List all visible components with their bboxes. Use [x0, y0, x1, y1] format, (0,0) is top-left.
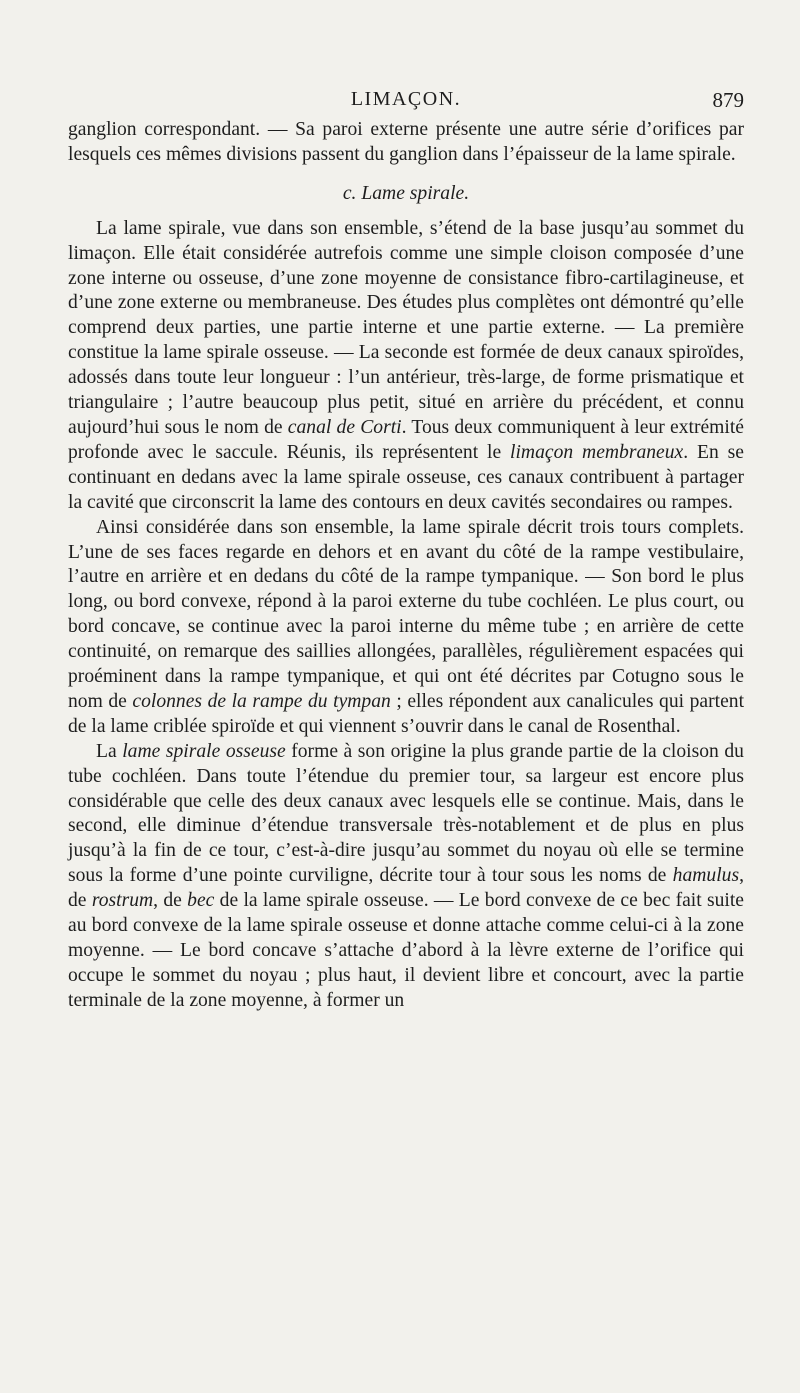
italic-term: rostrum — [91, 890, 154, 912]
paragraph-lame-spirale — [68, 217, 744, 516]
italic-term: bec — [187, 890, 215, 912]
text-run: Ainsi considérée dans son ensemble, la lame spirale décrit trois tours complets. L’une de ses faces regarde en dehors et en avant du côté de la rampe vestibulaire, l’autre en arrière et en dedans du côté de la rampe tympanique. — Son bord le plus long, ou bord convexe, répond à la paroi externe du tube cochléen. Le plus court, ou bord concave, se continue avec la paroi interne du même tube ; en arrière de cette continuité, on remarque des saillies allongées, parallèles, régulièrement espacées qui proéminent dans la rampe tympanique, et qui ont été décrites par Cotugno sous le nom de — [68, 516, 744, 712]
body-text — [68, 118, 744, 1014]
page-number: 879 — [712, 88, 744, 112]
italic-term: canal de Corti — [287, 416, 402, 438]
italic-term: limaçon membraneux — [510, 441, 684, 463]
text-run: ; elles répondent aux canalicules qui partent de la lame criblée spiroïde et qui viennent s’ouvrir dans le canal de Rosenthal. — [68, 690, 745, 737]
italic-term: colonnes de la rampe du tympan — [132, 690, 391, 712]
paragraph-lame-osseuse — [68, 740, 744, 1014]
text-run: de la lame spirale osseuse. — Le bord convexe de ce bec fait suite au bord convexe de la lame spirale osseuse et donne attache comme celui-ci à la zone moyenne. — Le bord concave s’attache d’abord à la lèvre externe de l’orifice qui occupe le sommet du noyau ; plus haut, il devient libre et concourt, avec la partie terminale de la zone moyenne, à former un — [68, 890, 744, 1011]
paragraph-trois-tours — [68, 516, 744, 740]
text-run: , de — [68, 865, 744, 912]
italic-term: hamulus — [672, 865, 740, 887]
text-run: forme à son origine la plus grande partie de la cloison du tube cochléen. Dans toute l’étendue du premier tour, sa largeur est encore plus considérable que celle des deux canaux avec lesquels elle se continue. Mais, dans le second, elle diminue d’étendue transversale très-notablement et de plus en plus jusqu’à la fin de ce tour, c’est-à-dire jusqu’au sommet du noyau où elle se termine sous la forme d’une pointe curviligne, décrite tour à tour sous les noms de — [68, 740, 744, 887]
text-run: La — [96, 740, 123, 762]
paragraph-continuation — [68, 118, 744, 168]
running-title: LIMAÇON. — [350, 88, 462, 110]
section-heading: c. Lame spirale. — [342, 182, 470, 204]
text-run: ganglion correspondant. — Sa paroi externe présente une autre série d’orifices par lesquels ces mêmes divisions passent du ganglion dans l’épaisseur de la lame spirale. — [68, 119, 744, 165]
text-run: . En se continuant en dedans avec la lame spirale osseuse, ces canaux contribuent à partager la cavité que circonscrit la lame des contours en deux cavités secondaires ou rampes. — [68, 441, 744, 513]
text-run: , de — [153, 890, 188, 912]
running-head — [68, 88, 744, 118]
text-run: La lame spirale, vue dans son ensemble, s’étend de la base jusqu’au sommet du limaçon. Elle était considérée autrefois comme une simple cloison composée d’une zone interne ou osseuse, d’une zone moyenne de consistance fibro-cartilagineuse, et d’une zone externe ou membraneuse. Des études plus complètes ont démontré qu’elle comprend deux parties, une partie interne et une partie externe. — La première constitue la lame spirale osseuse. — La seconde est formée de deux canaux spiroïdes, adossés dans toute leur longueur : l’un antérieur, très-large, de forme prismatique et triangulaire ; l’autre beaucoup plus petit, situé en arrière du précédent, et connu aujourd’hui sous le nom de — [68, 217, 744, 438]
text-run: . Tous deux communiquent à leur extrémité profonde avec le saccule. Réunis, ils représentent le — [68, 416, 744, 463]
italic-term: lame spirale osseuse — [122, 740, 286, 762]
